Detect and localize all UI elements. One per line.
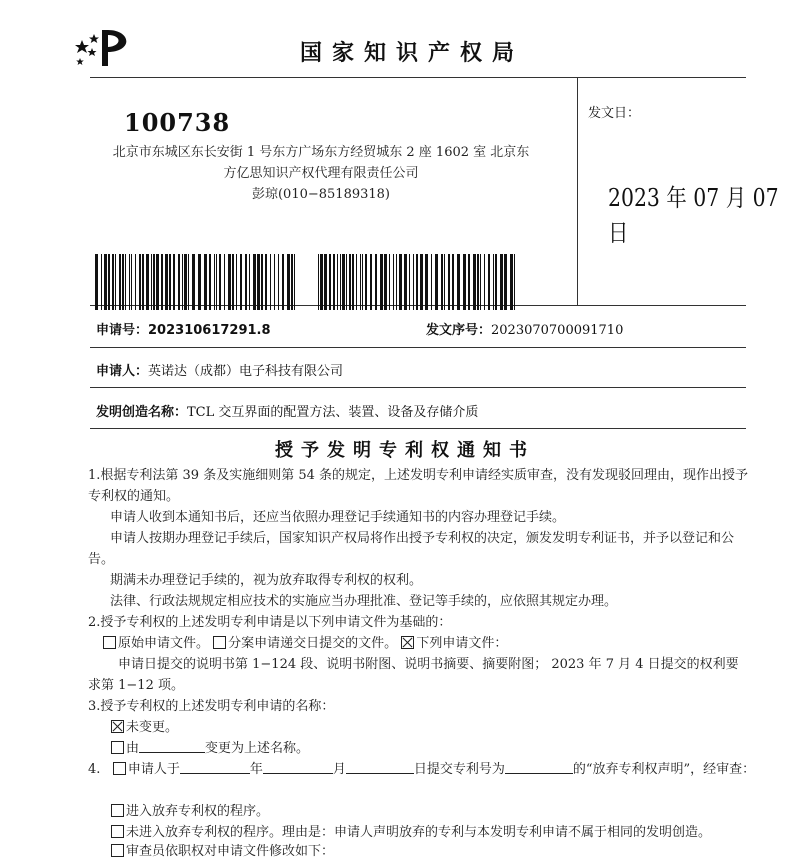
barcode-bar — [249, 254, 250, 310]
checkbox-waiver-proceed[interactable] — [111, 804, 124, 817]
checkbox-original-docs[interactable] — [103, 636, 116, 649]
barcode-bar — [404, 254, 407, 310]
basis-options — [103, 633, 753, 654]
barcode-bar — [142, 254, 144, 310]
checkbox-divisional-docs[interactable] — [213, 636, 226, 649]
barcode-bar — [420, 254, 423, 310]
barcode-bar — [370, 254, 372, 310]
paragraph-2: 2.授予专利权的上述发明专利申请是以下列申请文件为基础的： — [88, 615, 452, 630]
barcode-bar — [495, 254, 497, 310]
barcode-bar — [444, 254, 445, 310]
barcode-bar — [360, 254, 361, 310]
applicant-label: 申请人： — [96, 364, 149, 379]
barcode-bar — [115, 254, 116, 310]
barcode-bar — [431, 254, 432, 310]
barcode-bar — [182, 254, 183, 310]
dispatch-number-value: 2023070700091710 — [491, 323, 624, 338]
barcode-bar — [151, 254, 152, 310]
barcode-bar — [362, 254, 363, 310]
paragraph-1b: 申请人按期办理登记手续后，国家知识产权局将作出授予专利权的决定，颁发发明专利证书，并予以登记和公告。 — [88, 531, 735, 567]
barcode-bar — [209, 254, 211, 310]
barcode-bar — [510, 254, 513, 310]
barcode-bar — [463, 254, 466, 310]
barcode-bar — [389, 254, 390, 310]
option-name-unchanged: 未变更。 — [126, 720, 179, 735]
checkbox-waiver[interactable] — [113, 762, 126, 775]
barcode-bar — [340, 254, 341, 310]
blank-month — [263, 761, 333, 774]
checkbox-name-unchanged[interactable] — [111, 720, 124, 733]
address-line-1: 北京市东城区东长安街 1 号东方广场东方经贸城东 2 座 1602 室 北京东 — [112, 145, 530, 160]
barcode-bar — [352, 254, 354, 310]
barcode-bar — [488, 254, 490, 310]
barcode-bar — [396, 254, 397, 310]
barcode-bar — [435, 254, 438, 310]
rule-2 — [90, 387, 746, 388]
paragraph-4-number: 4. — [88, 762, 101, 777]
barcode-bar — [108, 254, 110, 310]
basis-detail: 申请日提交的说明书第 1−124 段、说明书附图、说明书摘要、摘要附图； 2023 年 7 月 4 日提交的权利要求第 1−12 项。 — [88, 657, 739, 693]
blank-patent-no — [505, 761, 573, 774]
barcode-bar — [146, 254, 149, 310]
waiver-option-1 — [111, 801, 269, 822]
barcode-bar — [169, 254, 171, 310]
paragraph-4-text-b: 日提交专利号为 — [413, 762, 505, 777]
barcode-bar — [324, 254, 327, 310]
barcode-bar — [441, 254, 443, 310]
barcode-bar — [122, 254, 124, 310]
contact-line: 彭琼(010−85189318) — [251, 187, 391, 202]
applicant — [96, 360, 343, 379]
waiver-option-3 — [111, 841, 334, 862]
cnipa-logo — [72, 26, 134, 70]
barcode-bar — [184, 254, 187, 310]
paragraph-4-text-c: 的“放弃专利权声明”，经审查： — [572, 762, 756, 777]
barcode-bar — [236, 254, 237, 310]
barcode-bar — [333, 254, 335, 310]
paragraph-4 — [88, 759, 756, 780]
barcode-bar — [104, 254, 107, 310]
postal-code: 100738 — [124, 108, 231, 137]
barcode-bar — [119, 254, 121, 310]
barcode-bar — [375, 254, 377, 310]
paragraph-4-text-a: 申请人于 — [127, 762, 180, 777]
option-examiner-amend: 审查员依职权对申请文件修改如下： — [126, 844, 335, 859]
application-number-value: 202310617291.8 — [148, 323, 271, 338]
option-name-changed-suffix: 变更为上述名称。 — [205, 741, 310, 756]
barcode-bar — [380, 254, 383, 310]
barcode-bar — [448, 254, 450, 310]
barcode-bar — [178, 254, 180, 310]
rule-3 — [90, 428, 746, 429]
paragraph-4-year: 年 — [249, 762, 263, 777]
invention-label: 发明创造名称： — [96, 405, 188, 420]
barcode-bar — [192, 254, 195, 310]
barcode-bar — [318, 254, 319, 310]
barcode-bar — [257, 254, 260, 310]
application-number-label: 申请号： — [96, 323, 149, 338]
barcode-bar — [112, 254, 114, 310]
send-date-label: 发文日： — [588, 106, 641, 121]
blank-old-name — [139, 740, 205, 753]
barcode-bar — [384, 254, 387, 310]
barcode-bar — [131, 254, 132, 310]
paragraph-4-month: 月 — [332, 762, 346, 777]
barcode-bar — [214, 254, 215, 310]
barcode-bar — [346, 254, 347, 310]
dispatch-number — [426, 319, 623, 338]
blank-year — [180, 761, 250, 774]
barcode-bar — [504, 254, 507, 310]
barcode-bar — [356, 254, 357, 310]
barcode-bar — [129, 254, 130, 310]
barcode-bar — [173, 254, 175, 310]
barcode-bar — [153, 254, 155, 310]
invention-value: TCL 交互界面的配置方法、装置、设备及存储介质 — [187, 405, 479, 420]
paragraph-3: 3.授予专利权的上述发明专利申请的名称： — [88, 699, 335, 714]
barcode-bar — [399, 254, 402, 310]
barcode-bar — [468, 254, 470, 310]
header-rule — [90, 77, 746, 78]
barcode-bar — [393, 254, 394, 310]
barcode-bar — [265, 254, 267, 310]
barcode-bar — [291, 254, 293, 310]
option-listed-docs: 下列申请文件： — [416, 636, 508, 651]
option-name-changed-prefix: 由 — [126, 741, 140, 756]
option-waiver-not-proceed: 未进入放弃专利权的程序。理由是：申请人声明放弃的专利与本发明专利申请不属于相同的发明创造。 — [126, 825, 712, 840]
office-name: 国家知识产权局 — [300, 40, 525, 66]
barcode-bar — [477, 254, 479, 310]
barcode-bar — [228, 254, 231, 310]
barcode-bar — [224, 254, 225, 310]
blank-day — [346, 761, 414, 774]
barcode-bar — [416, 254, 418, 310]
barcode-bar — [165, 254, 168, 310]
barcode-bar — [452, 254, 454, 310]
paragraph-1d: 法律、行政法规规定相应技术的实施应当办理批准、登记等手续的，应依照其规定办理。 — [110, 594, 618, 609]
barcode-bar — [473, 254, 476, 310]
waiver-option-2 — [111, 822, 761, 843]
barcode-bar — [156, 254, 159, 310]
checkbox-waiver-not-proceed[interactable] — [111, 825, 124, 838]
barcode-bar — [95, 254, 98, 310]
name-changed-option — [111, 738, 309, 759]
rule-1 — [90, 347, 746, 348]
barcode-bar — [294, 254, 295, 310]
barcode-bar — [139, 254, 141, 310]
barcode-bar — [493, 254, 494, 310]
barcode-bar — [125, 254, 126, 310]
barcode-bar — [329, 254, 331, 310]
option-original-docs: 原始申请文件。 — [118, 636, 210, 651]
barcode-bar — [337, 254, 338, 310]
barcode-bar — [500, 254, 503, 310]
barcode-bar — [198, 254, 201, 310]
checkbox-listed-docs[interactable] — [401, 636, 414, 649]
barcode-bar — [216, 254, 217, 310]
barcode-bar — [287, 254, 290, 310]
checkbox-name-changed[interactable] — [111, 741, 124, 754]
barcode-bar — [320, 254, 323, 310]
barcode-bar — [240, 254, 242, 310]
barcode-bar — [161, 254, 163, 310]
send-date-value: 2023 年 07 月 07 日 — [608, 184, 779, 247]
paragraph-1: 1.根据专利法第 39 条及实施细则第 54 条的规定，上述发明专利申请经实质审查，没有发现驳回理由，现作出授予专利权的通知。 — [88, 468, 749, 504]
document-title: 授予发明专利权通知书 — [275, 440, 535, 461]
barcode-bar — [409, 254, 410, 310]
barcode-bar — [274, 254, 275, 310]
application-number — [96, 319, 271, 338]
recipient-address — [96, 142, 546, 205]
barcode-bar — [245, 254, 247, 310]
barcode-bar — [425, 254, 428, 310]
barcode-bar — [484, 254, 485, 310]
paragraph-1a: 申请人收到本通知书后，还应当依照办理登记手续通知书的内容办理登记手续。 — [110, 510, 566, 525]
barcode-right — [318, 254, 518, 310]
invention-title — [96, 401, 478, 420]
barcode-bar — [457, 254, 460, 310]
applicant-value: 英诺达（成都）电子科技有限公司 — [148, 364, 344, 379]
barcode-bar — [261, 254, 263, 310]
barcode-bar — [270, 254, 271, 310]
paragraph-1c: 期满未办理登记手续的，视为放弃取得专利权的权利。 — [110, 573, 423, 588]
barcode-bar — [480, 254, 481, 310]
barcode-bar — [219, 254, 221, 310]
option-waiver-proceed: 进入放弃专利权的程序。 — [126, 804, 270, 819]
barcode-bar — [253, 254, 256, 310]
date-column-divider — [577, 77, 578, 306]
address-line-2: 方亿思知识产权代理有限责任公司 — [223, 166, 419, 181]
option-divisional-docs: 分案申请递交日提交的文件。 — [228, 636, 398, 651]
barcode-bar — [342, 254, 345, 310]
barcode-bar — [413, 254, 414, 310]
barcode-bar — [349, 254, 351, 310]
name-unchanged-option — [111, 717, 178, 738]
barcode-bar — [365, 254, 367, 310]
barcode-bar — [282, 254, 284, 310]
dispatch-number-label: 发文序号： — [426, 323, 492, 338]
barcode-bar — [188, 254, 189, 310]
barcode-bar — [135, 254, 136, 310]
barcode-bar — [101, 254, 102, 310]
barcode-left — [95, 254, 297, 310]
barcode-bar — [514, 254, 515, 310]
barcode-bar — [232, 254, 234, 310]
barcode-bar — [278, 254, 279, 310]
barcode-bar — [204, 254, 207, 310]
